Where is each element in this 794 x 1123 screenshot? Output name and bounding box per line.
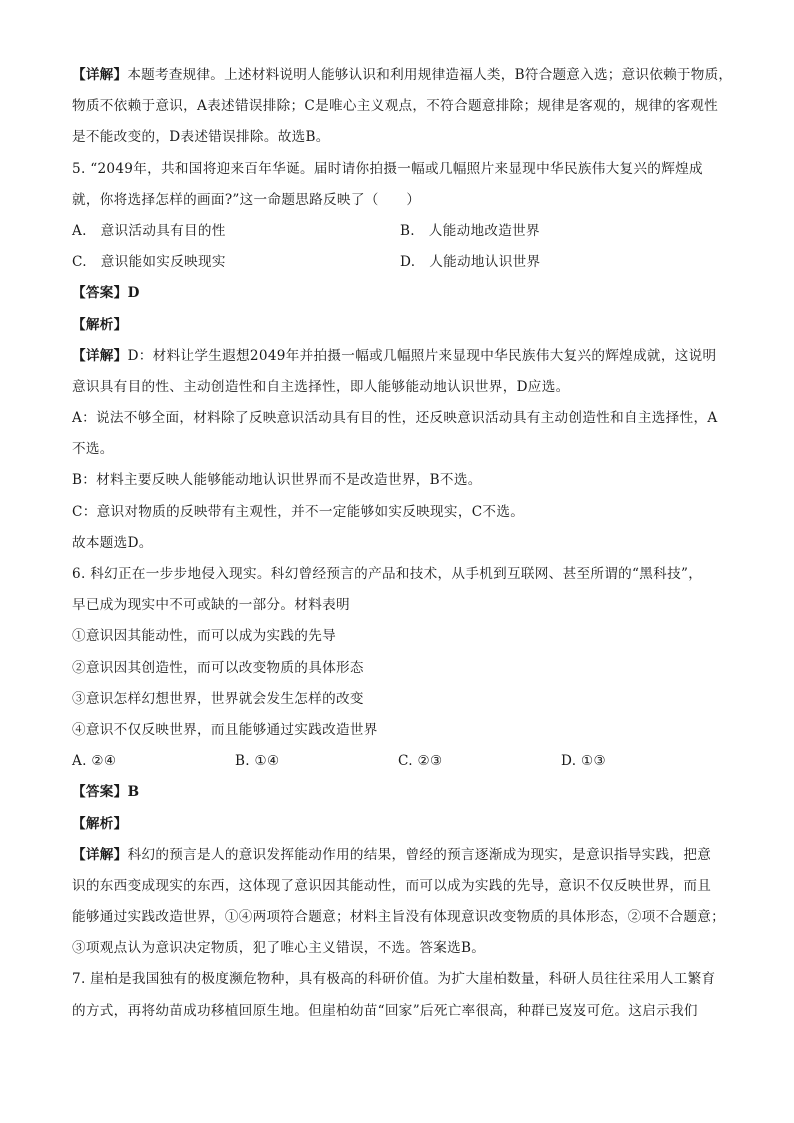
q6-option-c: C. ②③: [398, 753, 443, 770]
q5-stem-line-2: 就，你将选择怎样的画面?”这一命题思路反映了（ ）: [72, 191, 421, 208]
q6-stem-line-2: 早已成为现实中不可或缺的一部分。材料表明: [72, 597, 350, 614]
q7-stem-line-1: 7. 崖柏是我国独有的极度濒危物种，具有极高的科研价值。为扩大崖柏数量，科研人员往往采用人工繁育: [72, 971, 716, 988]
detail-tag: 【详解】: [72, 846, 128, 863]
q6-statement-1: ①意识因其能动性，而可以成为实践的先导: [72, 628, 336, 645]
q5-analysis-heading: 【解析】: [72, 316, 128, 333]
q4-detail-line-3: 是不能改变的，D表述错误排除。故选B。: [72, 129, 330, 146]
q5-option-a: A. 意识活动具有目的性: [72, 222, 226, 239]
q6-detail-line-2: 识的东西变成现实的东西，这体现了意识因其能动性，而可以成为实践的先导，意识不仅反映世界，而且: [72, 877, 712, 894]
q5-options-row-2: [72, 247, 732, 278]
q5-answer: 【答案】D: [72, 285, 140, 302]
q5-option-b-explain: B：材料主要反映人能够能动地认识世界而不是改造世界，B不选。: [72, 472, 482, 489]
q6-options-row: [72, 746, 732, 777]
detail-tag: 【详解】: [72, 347, 128, 364]
q5-option-a-explain-1: A：说法不够全面，材料除了反映意识活动具有目的性，还反映意识活动具有主动创造性和自主选择性，A: [72, 410, 718, 427]
q5-option-a-explain-2: 不选。: [72, 441, 114, 458]
q5-conclusion: 故本题选D。: [72, 534, 153, 551]
q4-detail-line-1: 【详解】本题考查规律。上述材料说明人能够认识和利用规律造福人类，B符合题意入选；意识依赖于物质，: [72, 67, 733, 83]
q6-option-a: A. ②④: [72, 753, 117, 770]
q6-analysis-heading: 【解析】: [72, 815, 128, 832]
q5-stem-line-1: 5. “2049年，共和国将迎来百年华诞。届时请你拍摄一幅或几幅照片来显现中华民族伟大复兴的辉煌成: [72, 160, 703, 177]
q5-option-c: C. 意识能如实反映现实: [72, 254, 226, 271]
q6-stem-line-1: 6. 科幻正在一步步地侵入现实。科幻曾经预言的产品和技术，从手机到互联网、甚至所谓的“黑科技”，: [72, 566, 703, 582]
document-page: [72, 60, 732, 1027]
q7-stem-line-2: 的方式，再将幼苗成功移植回原生地。但崖柏幼苗“回家”后死亡率很高，种群已岌岌可危。这启示我们: [72, 1002, 698, 1019]
q6-option-d: D. ①③: [561, 753, 606, 770]
q5-detail-line-2: 意识具有目的性、主动创造性和自主选择性，即人能够能动地认识世界，D应选。: [72, 378, 570, 395]
q6-detail-line-4: ③项观点认为意识决定物质，犯了唯心主义错误，不选。答案选B。: [72, 940, 486, 957]
q5-option-b: B. 人能动地改造世界: [400, 222, 540, 239]
q5-option-d: D. 人能动地认识世界: [400, 254, 541, 271]
q4-detail-line-2: 物质不依赖于意识，A表述错误排除；C是唯心主义观点，不符合题意排除；规律是客观的，规律的客观性: [72, 98, 719, 115]
q6-answer: 【答案】B: [72, 784, 140, 801]
q6-detail-line-3: 能够通过实践改造世界，①④两项符合题意；材料主旨没有体现意识改变物质的具体形态，②项不合题意；: [72, 909, 726, 926]
q5-options-row-1: [72, 216, 732, 247]
detail-tag: 【详解】: [72, 67, 128, 83]
q6-statement-2: ②意识因其创造性，而可以改变物质的具体形态: [72, 659, 364, 676]
q6-option-b: B. ①④: [235, 753, 280, 770]
q5-option-c-explain: C：意识对物质的反映带有主观性，并不一定能够如实反映现实，C不选。: [72, 503, 525, 520]
q5-detail-line-1: 【详解】D：材料让学生遐想2049年并拍摄一幅或几幅照片来显现中华民族伟大复兴的辉煌成就，这说明: [72, 347, 717, 364]
q6-statement-4: ④意识不仅反映世界，而且能够通过实践改造世界: [72, 721, 378, 738]
q6-detail-line-1: 【详解】科幻的预言是人的意识发挥能动作用的结果，曾经的预言逐渐成为现实，是意识指导实践，把意: [72, 846, 712, 863]
q6-statement-3: ③意识怎样幻想世界，世界就会发生怎样的改变: [72, 690, 364, 707]
